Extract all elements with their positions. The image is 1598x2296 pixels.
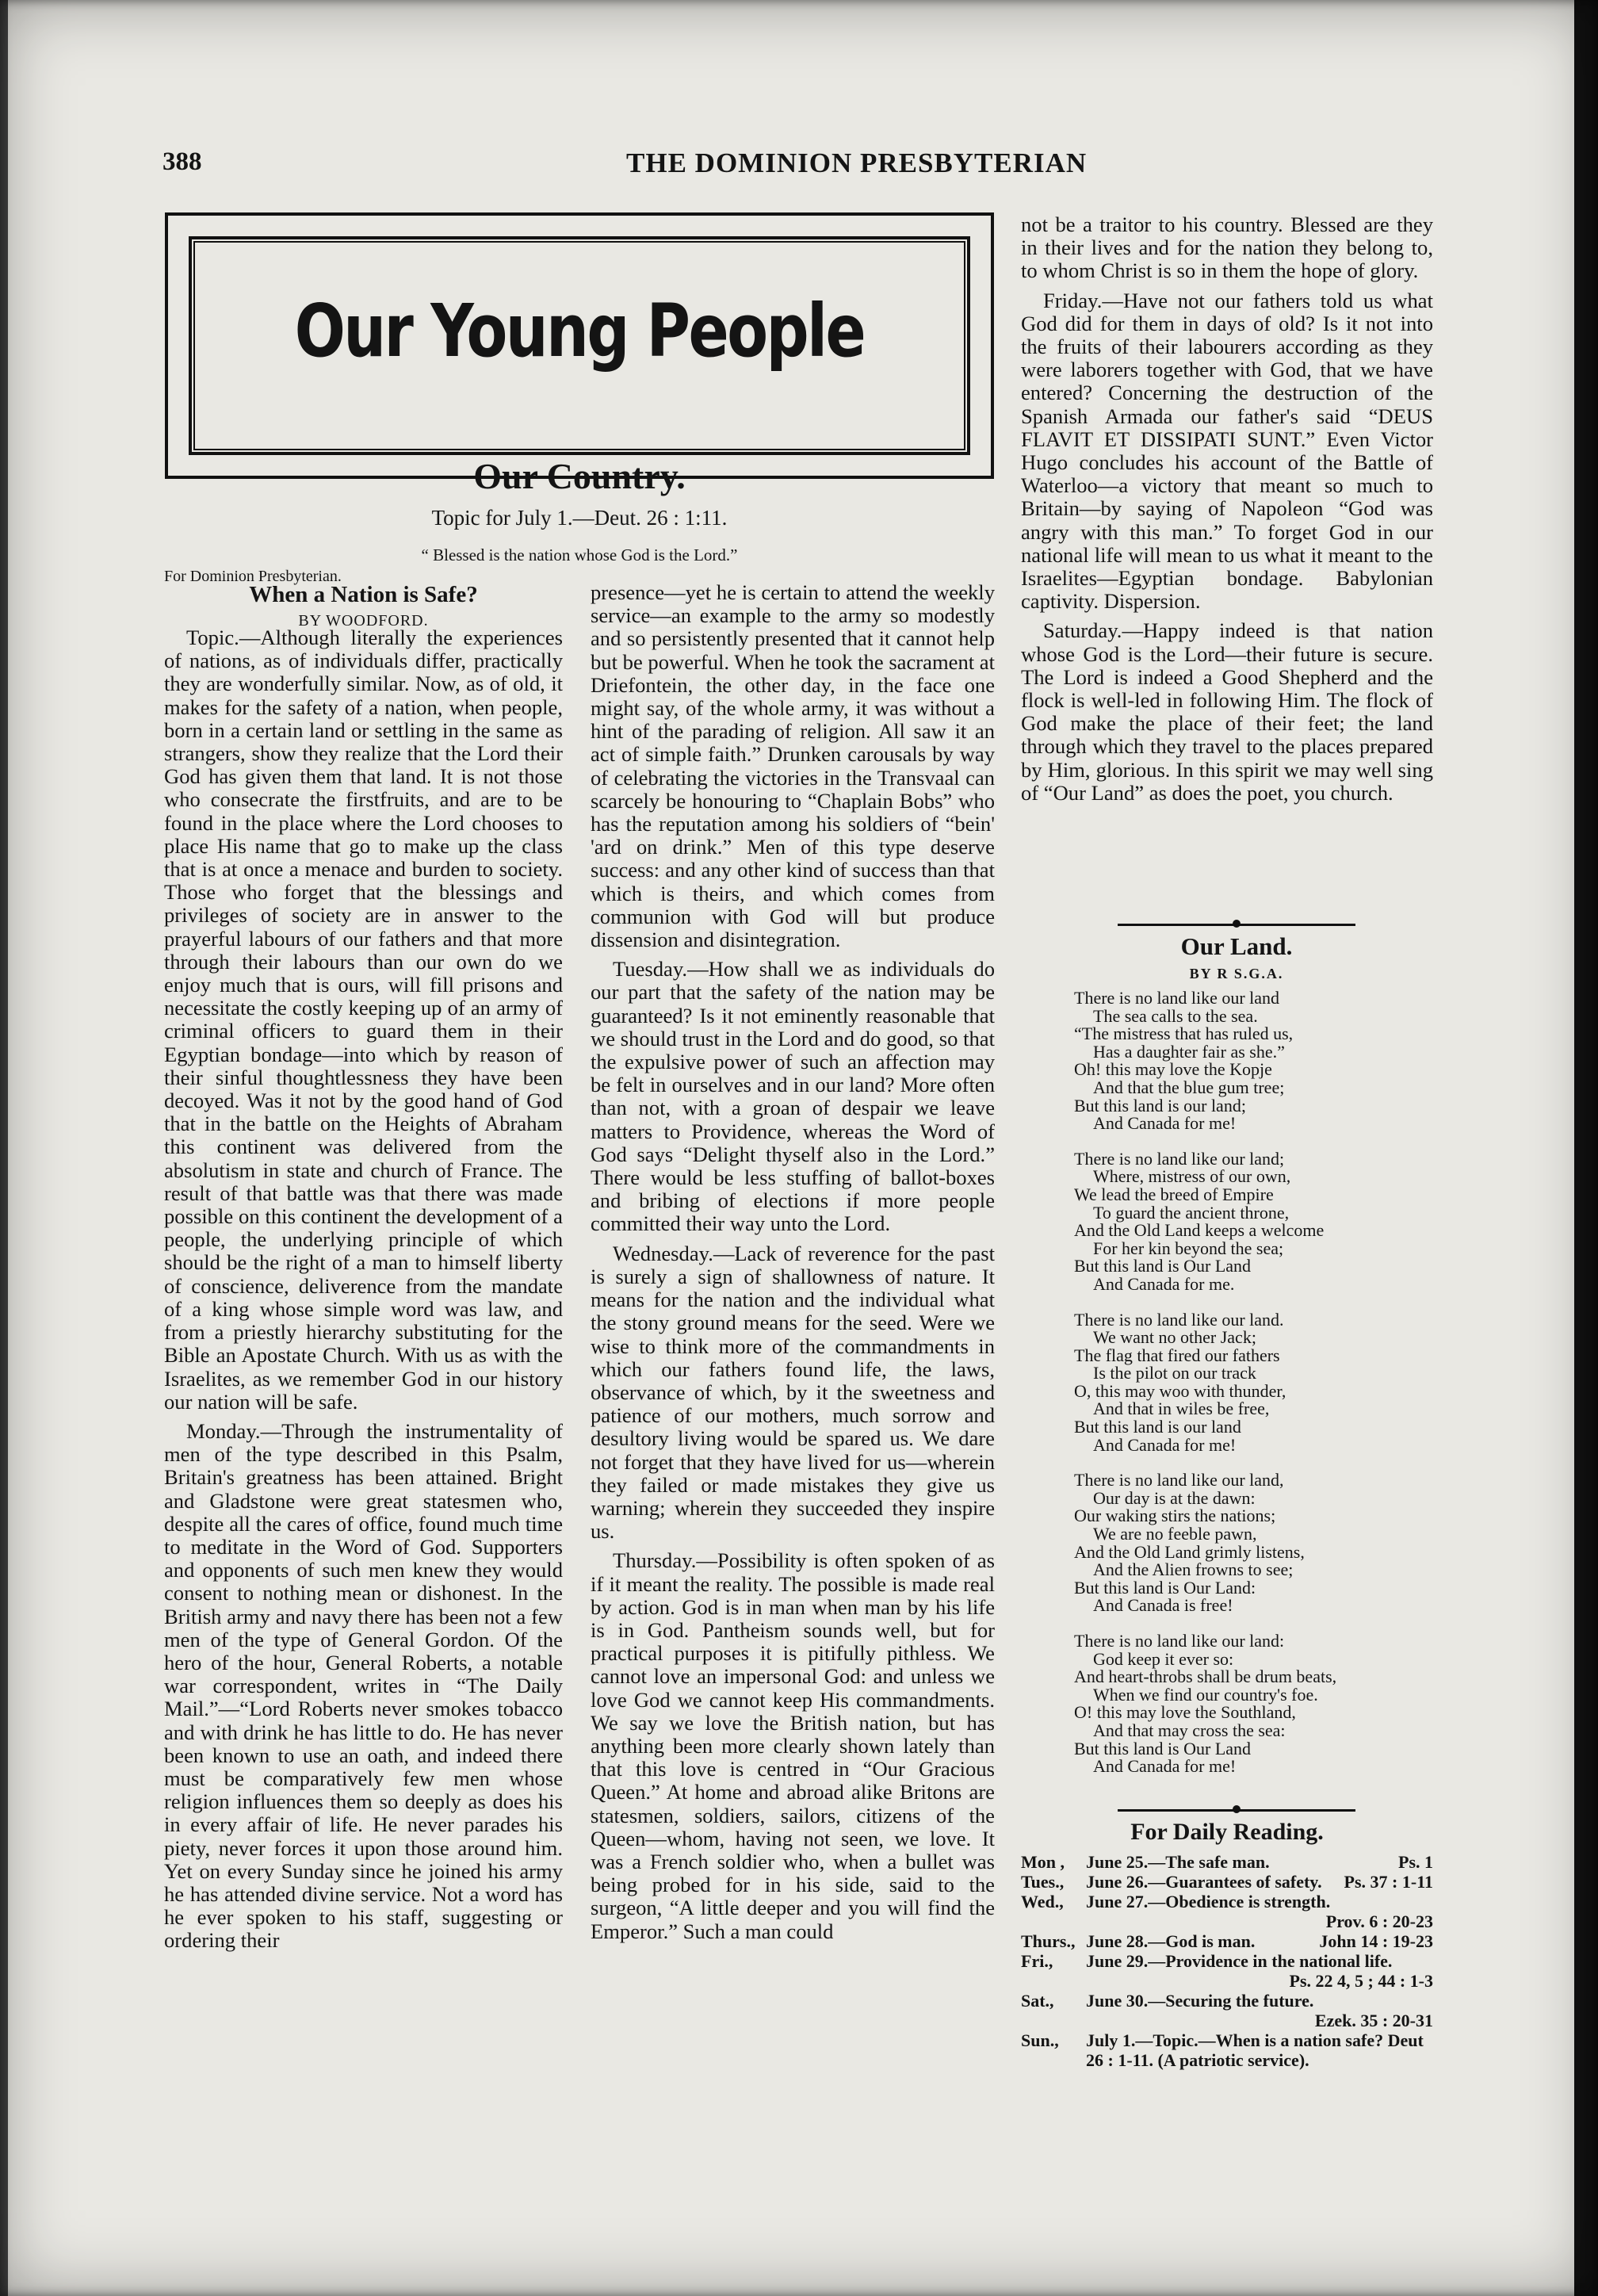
reading-description: July 1.—Topic.—When is a nation safe? Deut 26 : 1-11. (A patriotic service). xyxy=(1086,2030,1424,2070)
daily-reading-title: For Daily Reading. xyxy=(1130,1819,1324,1845)
reading-row xyxy=(1021,1951,1433,1971)
poem-line: And Canada for me! xyxy=(1093,1756,1237,1777)
reading-row xyxy=(1021,2030,1433,2070)
poem-line: And the Old Land grimly listens, xyxy=(1074,1541,1305,1562)
reading-reference: Ps. 22 4, 5 ; 44 : 1-3 xyxy=(1289,1971,1433,1991)
reading-day: Mon , xyxy=(1021,1852,1065,1872)
poem-line: Our waking stirs the nations; xyxy=(1074,1506,1276,1526)
reading-row xyxy=(1021,1872,1433,1892)
article-title: Our Country. xyxy=(473,456,686,496)
poem-line: When we find our country's foe. xyxy=(1093,1684,1318,1705)
reading-reference: Ps. 37 : 1-11 xyxy=(1344,1872,1433,1892)
paragraph-continued: presence—yet he is certain to attend the weekly service—an example to the army so modestly and so persistently presented that it cannot help but be powerful. When he took the sacrament at Driefontein, the other day, in the face one might say, of the whole army, it was without a hint of the parading of religion. All saw it an act of simple faith.” Drunken carousals by way of celebrating the victories in the Transvaal can scarcely be honouring to “Chaplain Bobs” who has the reputation among his soldiers of “bein' 'ard on drink.” Men of this type deserve success: and any other kind of success than that which is theirs, and which comes from communion with God will but produce dissension and disintegration. xyxy=(591,580,995,952)
poem-line: We lead the breed of Empire xyxy=(1074,1184,1274,1204)
reading-reference: Prov. 6 : 20-23 xyxy=(1325,1911,1433,1931)
ornamental-rule-2 xyxy=(1118,1809,1355,1812)
scan-edge-right xyxy=(1574,0,1598,2296)
poem-stanza xyxy=(1074,1311,1407,1455)
poem-line: And heart-throbs shall be drum beats, xyxy=(1074,1667,1337,1687)
paragraph-continued-2: not be a traitor to his country. Blessed are they in their lives and for the nation they belong to, to whom Christ is so in them the hope of glory. xyxy=(1021,212,1433,283)
poem-line: We want no other Jack; xyxy=(1093,1327,1256,1348)
poem-line: Where, mistress of our own, xyxy=(1093,1166,1291,1187)
reading-day: Sun., xyxy=(1021,2030,1059,2050)
friday-text-b: ” Even Victor Hugo concludes his account of the Battle of Waterloo—a victory that meant so much to Britain—by saying of Napoleon “God was angry with this man.” To forget God in our national life will mean to us what it meant to the Israelites—Egyptian bondage. Babylonian captivity. Dispersion. xyxy=(1021,427,1433,614)
byline-prefix: For Dominion Presbyterian. xyxy=(164,568,342,585)
reading-reference: Ps. 1 xyxy=(1398,1852,1433,1872)
poem-stanza xyxy=(1074,989,1407,1133)
poem-line: But this land is Our Land xyxy=(1074,1738,1252,1758)
daily-reading-list xyxy=(1021,1852,1433,2070)
section-banner xyxy=(165,212,994,479)
poem-line: But this land is Our Land: xyxy=(1074,1577,1256,1598)
poem-line: Has a daughter fair as she.” xyxy=(1093,1041,1285,1062)
paragraph-tuesday: Tuesday.—How shall we as individuals do our part that the safety of the nation may be guaranteed? Is it not eminently reasonable that we should trust in the Lord and do good, so that the expulsive power of such an affection may be felt in ourselves and in our land? More often than not, with a groan of despair we leave matters to Providence, whereas the Word of God says “Delight thyself also in the Lord.” There would be less stuffing of ballot-boxes and bribing of elections if more people committed their way unto the Lord. xyxy=(591,957,995,1236)
poem-line: The sea calls to the sea. xyxy=(1093,1005,1258,1026)
poem-stanza xyxy=(1074,1632,1407,1776)
reading-description: June 29.—Providence in the national life. xyxy=(1086,1951,1393,1971)
reading-reference: John 14 : 19-23 xyxy=(1319,1931,1433,1951)
poem-line: And that may cross the sea: xyxy=(1093,1720,1286,1740)
poem-title: Our Land. xyxy=(1180,932,1293,960)
poem-line: We are no feeble pawn, xyxy=(1093,1524,1257,1544)
poem-line: There is no land like our land. xyxy=(1074,1309,1284,1330)
poem-line: To guard the ancient throne, xyxy=(1093,1202,1290,1223)
running-head: THE DOMINION PRESBYTERIAN xyxy=(626,147,1088,178)
poem-line: But this land is our land xyxy=(1074,1417,1241,1437)
poem xyxy=(1074,989,1407,1793)
poem-line: For her kin beyond the sea; xyxy=(1093,1238,1284,1258)
scan-edge-left xyxy=(0,0,8,2296)
poem-line: But this land is Our Land xyxy=(1074,1256,1252,1276)
reading-reference: Ezek. 35 : 20-31 xyxy=(1314,2011,1433,2030)
ornamental-rule xyxy=(1118,924,1355,926)
poem-line: There is no land like our land xyxy=(1074,988,1280,1008)
page-number: 388 xyxy=(162,147,202,176)
reading-row xyxy=(1021,1991,1433,2011)
poem-line: Our day is at the dawn: xyxy=(1093,1487,1256,1508)
poem-line: And that the blue gum tree; xyxy=(1093,1077,1285,1097)
banner-title: Our Young People xyxy=(294,289,865,373)
reading-day: Wed., xyxy=(1021,1892,1064,1911)
poem-line: And Canada for me! xyxy=(1093,1113,1237,1134)
poem-line: And Canada for me! xyxy=(1093,1434,1237,1455)
poem-line: And the Alien frowns to see; xyxy=(1093,1559,1294,1580)
reading-row xyxy=(1021,1892,1433,1911)
poem-line: And Canada is free! xyxy=(1093,1595,1233,1616)
reading-description: June 30.—Securing the future. xyxy=(1086,1991,1314,2011)
poem-line: The flag that fired our fathers xyxy=(1074,1345,1280,1365)
reading-day: Sat., xyxy=(1021,1991,1054,2011)
reading-row xyxy=(1021,1931,1433,1951)
poem-stanza xyxy=(1074,1471,1407,1615)
poem-line: O! this may love the Southland, xyxy=(1074,1702,1296,1723)
poem-line: There is no land like our land, xyxy=(1074,1470,1284,1490)
poem-line: There is no land like our land: xyxy=(1074,1631,1285,1651)
poem-line: “The mistress that has ruled us, xyxy=(1074,1024,1294,1044)
topic-line: Topic for July 1.—Deut. 26 : 1:11. xyxy=(431,506,728,530)
poem-line: There is no land like our land; xyxy=(1074,1148,1285,1169)
paragraph-friday xyxy=(1021,289,1433,614)
poem-stanza xyxy=(1074,1150,1407,1294)
column-1 xyxy=(164,626,563,1953)
poem-line: And Canada for me. xyxy=(1093,1273,1235,1294)
poem-line: Is the pilot on our track xyxy=(1093,1363,1256,1383)
paragraph-topic: Topic.—Although literally the experiences of nations, as of individuals differ, practically they are wonderfully similar. Now, as of old, it makes for the safety of a nation, when people, born in a certain land or settling in the same as strangers, show they realize that the Lord their God has given them that land. It is not those who consecrate the firstfruits, and are to be found in the place where the Lord chooses to place His name that go to make up the class that is at once a menace and burden to society. Those who forget that the blessings and privileges of society are in answer to the prayerful labours of our fathers and that more through their labours than our own do we enjoy much that is ours, will fill prisons and necessitate the costly keeping up of an army of criminal officers to guard them in their Egyptian bondage—into which by reason of their sinful thoughtlessness they have been decoyed. Was it not by the good hand of God that in the battle on the Heights of Abraham this continent was delivered from the absolutism in state and church of France. The result of that battle was that there was made possible on this continent the development of a people, the underlying principle of which should be the right of a man to himself liberty of conscience, deliverence from the mandate of a king whose simple word was law, and from a priestly hierarchy substituting for the Bible an Apostate Church. With us as with the Israelites, as we remember God in our history our nation will be safe. xyxy=(164,626,563,1414)
poem-byline: BY R S.G.A. xyxy=(1189,966,1284,982)
column-3 xyxy=(1021,213,1433,805)
poem-line: Oh! this may love the Kopje xyxy=(1074,1059,1272,1080)
poem-line: And that in wiles be free, xyxy=(1093,1399,1270,1419)
epigraph: “ Blessed is the nation whose God is the Lord.” xyxy=(421,545,738,564)
paragraph-monday: Monday.—Through the instrumentality of men of the type described in this Psalm, Britain's greatness has been attained. Bright and Gladstone were great statesmen who, despite all the cares of office, found much time to meditate in the Word of God. Supporters and opponents of such men knew they would consent to nothing mean or dishonest. In the British army and navy there has been not a few men of the type of General Gordon. Of the hero of the hour, General Roberts, a notable war correspondent, writes in “The Daily Mail.”—“Lord Roberts never smokes tobacco and with drink he has little to do. He has never been known to use an oath, and indeed there must be comparatively few men whose religion influences them so deeply as does his in every affair of life. He never parades his piety, never forces it upon those around him. Yet on every Sunday since he joined his army he has attended divine service. Not a word has he ever spoken to his staff, suggesting or ordering their xyxy=(164,1418,563,1953)
paragraph-wednesday: Wednesday.—Lack of reverence for the past is surely a sign of shallowness of nature. It means for the nation and the individual what the stony ground means for the seed. Were we wise to think more of the commandments in which our fathers found life, the laws, observance of which, by it the sweetness and patience of our mothers, much sorrow and desultory living would be spared us. We dare not forget that they have lived for us—wherein they failed or made mistakes they give us warning; wherein they succeeded they inspire us. xyxy=(591,1241,995,1544)
friday-text-a: Friday.—Have not our fathers told us what God did for them in days of old? Is it not into the fruits of their labourers according as they were laborers together with God, that we have entered? Concerning the destruction of the Spanish Armada our father's said “ xyxy=(1021,288,1433,428)
reading-row xyxy=(1021,1852,1433,1872)
reading-day: Thurs., xyxy=(1021,1931,1076,1951)
latin-quote: DEUS FLAVIT ET DISSIPATI SUNT. xyxy=(1021,404,1433,451)
reading-day: Fri., xyxy=(1021,1951,1053,1971)
paragraph-saturday: Saturday.—Happy indeed is that nation whose God is the Lord—their future is secure. The Lord is indeed a Good Shepherd and the flock is well-led in following Him. The flock of God make the place of their feet; the land through which they travel to the places prepared by Him, glorious. In this spirit we may well sing of “Our Land” as does the poet, you church. xyxy=(1021,618,1433,805)
poem-line: And the Old Land keeps a welcome xyxy=(1074,1220,1325,1241)
reading-description: June 26.—Guarantees of safety. xyxy=(1086,1872,1322,1892)
reading-description: June 27.—Obedience is strength. xyxy=(1086,1892,1331,1911)
poem-line: O, this may woo with thunder, xyxy=(1074,1380,1286,1401)
column-2 xyxy=(591,581,995,1943)
sub-article-author: BY WOODFORD. xyxy=(298,612,429,629)
reading-day: Tues., xyxy=(1021,1872,1065,1892)
paragraph-thursday: Thursday.—Possibility is often spoken of as if it meant the reality. The possible is made real by action. God is in man when man by his life is in God. Pantheism sounds well, but for practical purposes it is pitifully pithless. We cannot love an impersonal God: and unless we love God we cannot keep His commandments. We say we love the British nation, but has anything been more clearly shown lately than that this love is centred in “Our Gracious Queen.” At home and abroad alike Britons are statesmen, soldiers, sailors, citizens of the Queen—whom, having not seen, we love. It was a French soldier who, when a bullet was being probed for in his side, said to the surgeon, “A little deeper and you will find the Emperor.” Such a man could xyxy=(591,1548,995,1943)
reading-description: June 28.—God is man. xyxy=(1086,1931,1256,1951)
poem-line: But this land is our land; xyxy=(1074,1095,1246,1115)
sub-article-title: When a Nation is Safe? xyxy=(249,582,478,607)
reading-description: June 25.—The safe man. xyxy=(1086,1852,1270,1872)
poem-line: God keep it ever so: xyxy=(1093,1648,1234,1669)
